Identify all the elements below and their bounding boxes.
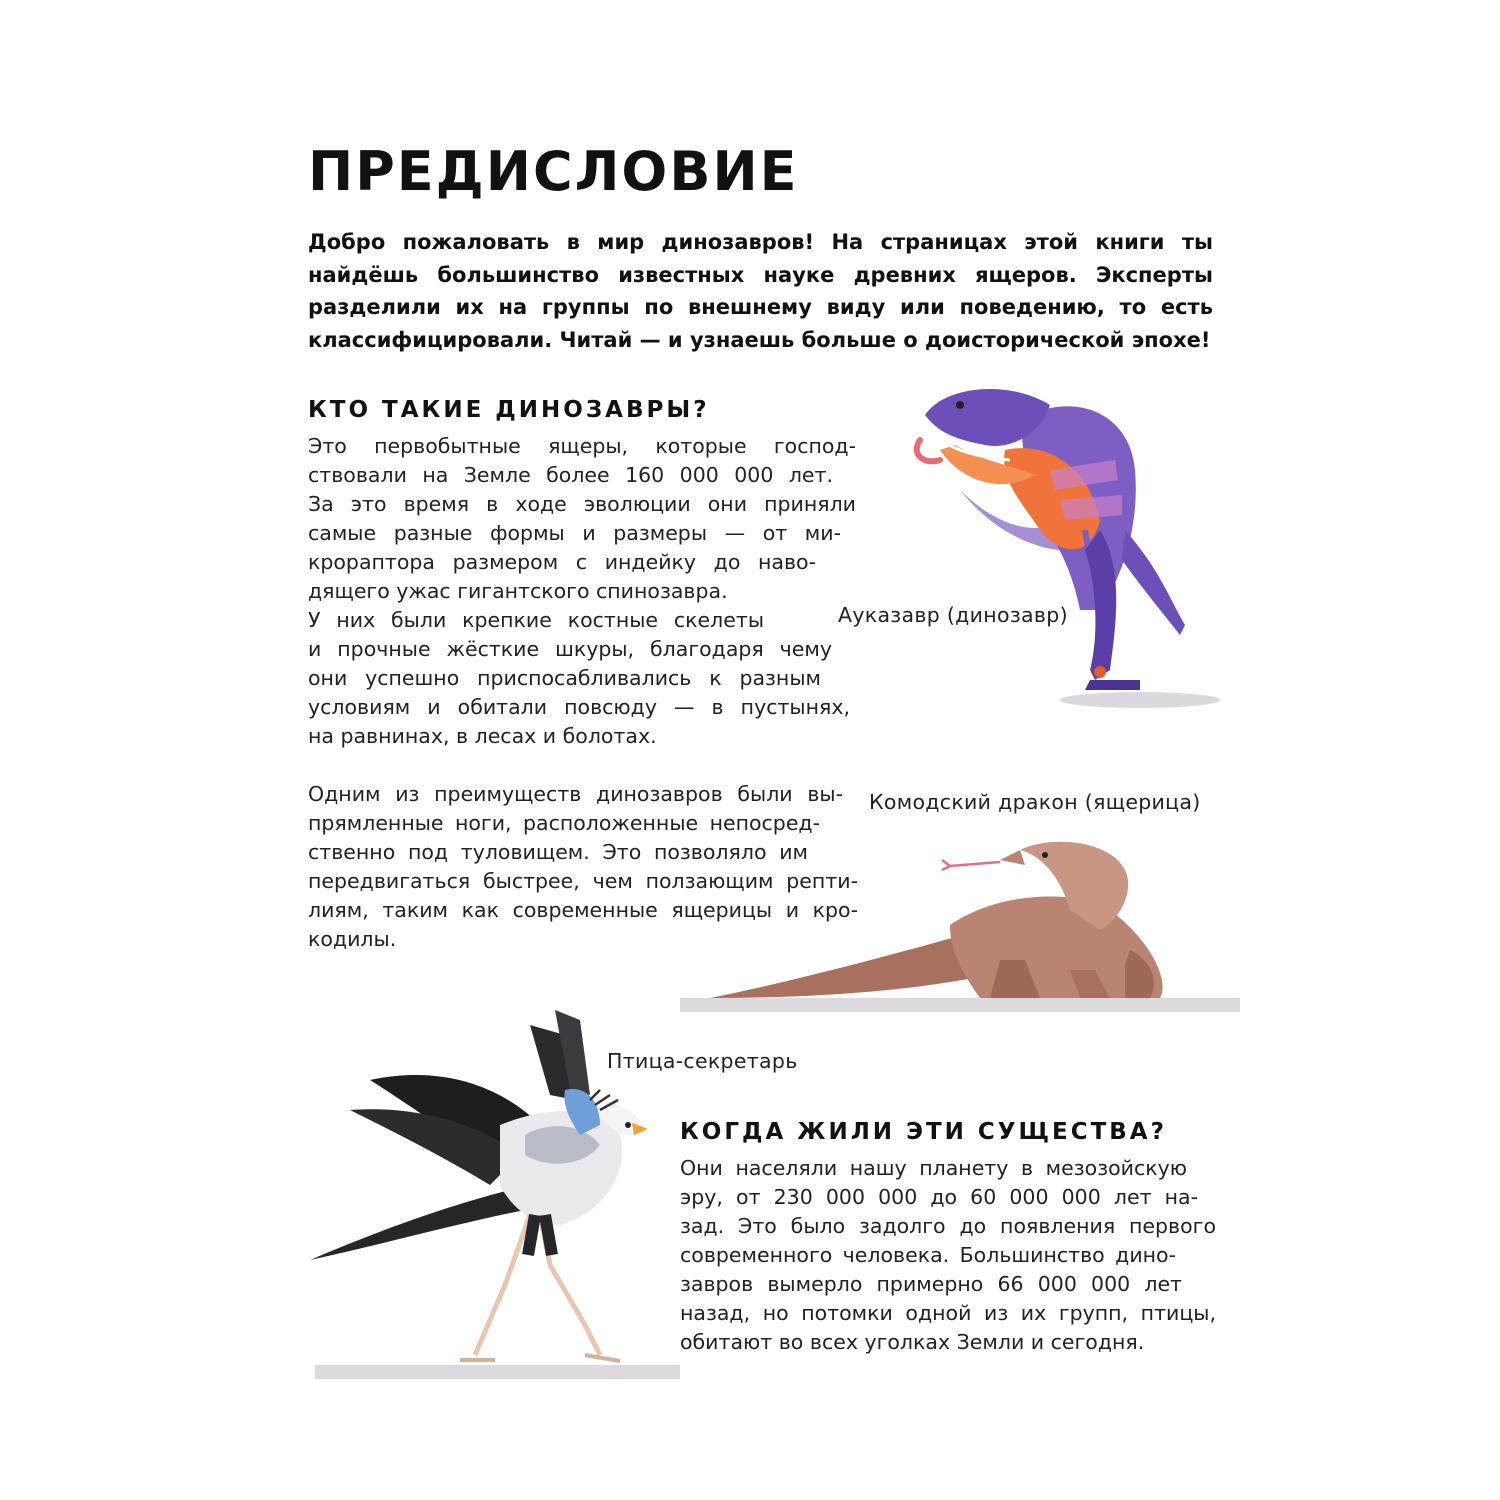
aucasaurus-icon — [900, 380, 1230, 720]
text-line: ственно под туловищем. Это позволяло им — [308, 840, 808, 864]
text-line: зад. Это было задолго до появления первого — [680, 1214, 1216, 1238]
text-line: ствовали на Земле более 160 000 000 лет. — [308, 463, 833, 487]
text-line: дящего ужас гигантского спинозавра. — [308, 579, 728, 603]
section-heading-what-are-dinosaurs: КТО ТАКИЕ ДИНОЗАВРЫ? — [308, 397, 710, 423]
text-line: За это время в ходе эволюции они приняли — [308, 492, 856, 516]
text-line: они успешно приспосабливались к разным — [308, 666, 821, 690]
text-line: и прочные жёсткие шкуры, благодаря чему — [308, 637, 832, 661]
section2-paragraph — [680, 1154, 1216, 1357]
text-line: крораптора размером с индейку до наво- — [308, 550, 816, 574]
text-line: передвигаться быстрее, чем ползающим репти- — [308, 869, 858, 893]
text-line: завров вымерло примерно 66 000 000 лет — [680, 1272, 1182, 1296]
text-line: кодилы. — [308, 927, 397, 951]
text-line: обитают во всех уголках Земли и сегодня. — [680, 1330, 1145, 1354]
caption-secretary-bird: Птица-секретарь — [607, 1049, 798, 1073]
text-line: прямленные ноги, расположенные непосред- — [308, 811, 820, 835]
page-title: ПРЕДИСЛОВИЕ — [308, 140, 799, 203]
secretary-bird-icon — [300, 1005, 690, 1395]
text-line: Они населяли нашу планету в мезозойскую — [680, 1156, 1187, 1180]
text-line: эру, от 230 000 000 до 60 000 000 лет на- — [680, 1185, 1198, 1209]
text-line: Одним из преимуществ динозавров были вы- — [308, 782, 843, 806]
text-line: У них были крепкие костные скелеты — [308, 608, 764, 632]
text-line: современного человека. Большинство дино- — [680, 1243, 1176, 1267]
text-line: назад, но потомки одной из их групп, птицы, — [680, 1301, 1216, 1325]
komodo-dragon-icon — [680, 830, 1240, 1030]
section-heading-when-did-they-live: КОГДА ЖИЛИ ЭТИ СУЩЕСТВА? — [680, 1119, 1167, 1145]
text-line: на равнинах, в лесах и болотах. — [308, 724, 657, 748]
text-line: лиям, таким как современные ящерицы и кро- — [308, 898, 858, 922]
section1-paragraph1 — [308, 432, 856, 751]
caption-aucasaurus: Ауказавр (динозавр) — [838, 603, 1068, 627]
intro-paragraph: Добро пожаловать в мир динозавров! На страницах этой книги ты найдёшь большинство известных науке древних ящеров. Эксперты разделили их на группы по внешнему виду или поведению, то есть классифицировали. Читай — и узнаешь больше о доисторической эпохе! — [308, 230, 1213, 352]
text-line: Это первобытные ящеры, которые господ- — [308, 434, 856, 458]
text-line: самые разные формы и размеры — от ми- — [308, 521, 841, 545]
text-line: условиям и обитали повсюду — в пустынях, — [308, 695, 850, 719]
caption-komodo-dragon: Комодский дракон (ящерица) — [869, 790, 1201, 814]
